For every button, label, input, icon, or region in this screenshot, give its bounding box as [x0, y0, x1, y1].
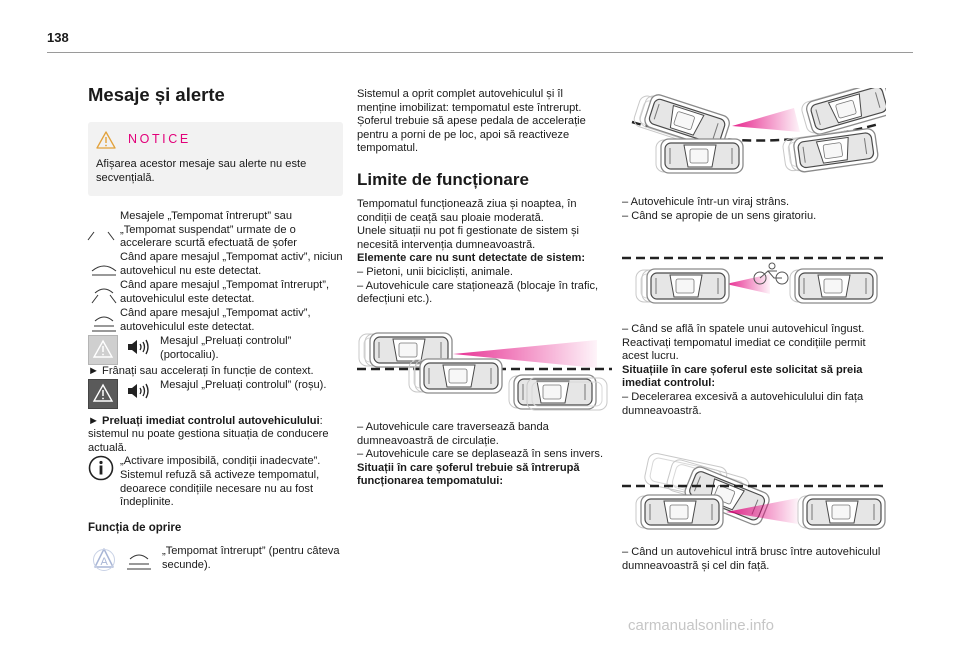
stop-intro-text: Sistemul a oprit complet autovehiculul și îl menține imobilizat: tempomatul este întrerupt. Șoferul trebuie să apese pedala de accelerație pentru a porni de pe loc, apoi să reactiveze tempomatul.: [357, 88, 586, 155]
column-3-block-2: [622, 323, 884, 418]
not-detected-item-3: – Autovehicule care traversează banda dumneavoastră de circulație.: [357, 421, 549, 447]
narrow-vehicle-diagram: [622, 252, 886, 314]
driver-situation-item-2: – Când se apropie de un sens giratoriu.: [622, 209, 817, 222]
take-control-heading: Situațiile în care șoferul este solicitat să preia imediat controlul:: [622, 363, 863, 390]
limits-paragraph-1: Tempomatul funcționează ziua și noaptea, în condiții de ceață sau ploaie moderată.: [357, 197, 577, 224]
message-item-6: [88, 379, 343, 409]
stop-function-item: [88, 545, 343, 573]
svg-text:A: A: [100, 556, 108, 569]
cruise-control-gauge-icon: [88, 307, 120, 335]
cruise-control-gauge-icon: [88, 251, 120, 279]
message-text-5: Mesajul „Preluați controlul” (portocaliu).: [160, 334, 292, 361]
info-item: [88, 455, 343, 509]
info-icon: [88, 455, 114, 481]
top-rule: [47, 52, 913, 53]
sound-speaker-icon: [126, 338, 152, 356]
reactivate-text: Reactivați tempomatul imediat ce condițiile permit acest lucru.: [622, 336, 866, 363]
message-text-4: Când apare mesajul „Tempomat activ”, autovehiculul este detectat.: [120, 306, 311, 333]
warning-triangle-icon: [88, 335, 118, 365]
driver-situation-item-3: – Când se află în spatele unui autovehicul îngust.: [622, 323, 865, 335]
take-control-item-1: – Decelerarea excesivă a autovehiculului din fața dumneavoastră.: [622, 390, 864, 417]
column-3-block-1: [622, 196, 884, 223]
lane-lines-icon: [86, 228, 116, 242]
page-number: 138: [47, 30, 69, 45]
message-item-3: [88, 279, 343, 307]
step-take-control-rest: : sistemul nu poate gestiona situația de conducere actuală.: [88, 414, 329, 454]
message-text-1: Mesajele „Tempomat întrerupt” sau „Tempomat suspendat” urmate de o accelerare scurtă efectuată de șofer: [120, 210, 297, 250]
column-2: [357, 88, 605, 307]
cruise-control-gauge-icon: [88, 279, 120, 307]
driver-situation-item-1: – Autovehicule într-un viraj strâns.: [622, 196, 790, 208]
cut-in-diagram: [622, 448, 886, 534]
message-item-2: [88, 251, 343, 279]
not-detected-heading: Elemente care nu sunt detectate de sistem:: [357, 252, 586, 265]
not-detected-item-2: – Autovehicule care staționează (blocaje în trafic, defecțiuni etc.).: [357, 279, 599, 306]
crossing-vehicles-diagram: [357, 326, 612, 416]
notice-box: [88, 122, 343, 196]
message-list: [88, 210, 343, 510]
limits-heading: Limite de funcționare: [357, 169, 529, 189]
adaptive-cruise-icon: [88, 545, 120, 573]
warning-triangle-icon: [88, 379, 118, 409]
notice-text: Afișarea acestor mesaje sau alerte nu este secvențială.: [96, 158, 307, 184]
step-take-control: [88, 415, 343, 456]
sound-speaker-icon: [126, 382, 152, 400]
tight-curve-diagram: [624, 88, 886, 188]
column-3-block-3: [622, 546, 884, 573]
watermark: carmanualsonline.info: [628, 617, 774, 634]
warning-triangle-icon: [96, 131, 116, 149]
stop-function-title: Funcția de oprire: [88, 521, 182, 534]
message-text-6: Mesajul „Preluați controlul” (roșu).: [160, 378, 327, 391]
not-detected-item-4: – Autovehicule care se deplasează în sens invers.: [357, 448, 604, 461]
step-take-control-bold: ► Preluați imediat controlul autovehiculului: [88, 414, 320, 427]
step-brake-accelerate: ► Frânați sau accelerați în funcție de context.: [88, 364, 314, 377]
message-text-3: Când apare mesajul „Tempomat întrerupt”, autovehiculul este detectat.: [120, 278, 330, 305]
message-text-2: Când apare mesajul „Tempomat activ”, niciun autovehicul nu este detectat.: [120, 250, 343, 277]
notice-label: NOTICE: [128, 132, 191, 147]
column-2-lower: [357, 421, 605, 489]
section-title: Mesaje și alerte: [88, 84, 225, 105]
cruise-control-gauge-icon: [124, 545, 154, 573]
not-detected-item-1: – Pietoni, unii bicicliști, animale.: [357, 265, 514, 278]
message-item-1: [88, 210, 343, 251]
interrupt-situations-heading: Situații în care șoferul trebuie să întrerupă funcționarea tempomatului:: [357, 461, 580, 488]
info-text: „Activare imposibilă, condiții inadecvate”. Sistemul refuză să activeze tempomatul, deoarece condițiile necesare nu au fost îndeplinite.: [120, 455, 321, 509]
stop-function-text: „Tempomat întrerupt” (pentru câteva secunde).: [162, 545, 340, 571]
notice-header: [96, 130, 335, 150]
column-1: [88, 84, 343, 573]
limits-paragraph-2: Unele situații nu pot fi gestionate de sistem și necesită intervenția dumneavoastră.: [357, 225, 579, 251]
message-item-4: [88, 307, 343, 335]
message-item-5: [88, 335, 343, 365]
take-control-item-2: – Când un autovehicul intră brusc între autovehiculul dumneavoastră și cel din față.: [622, 546, 881, 572]
